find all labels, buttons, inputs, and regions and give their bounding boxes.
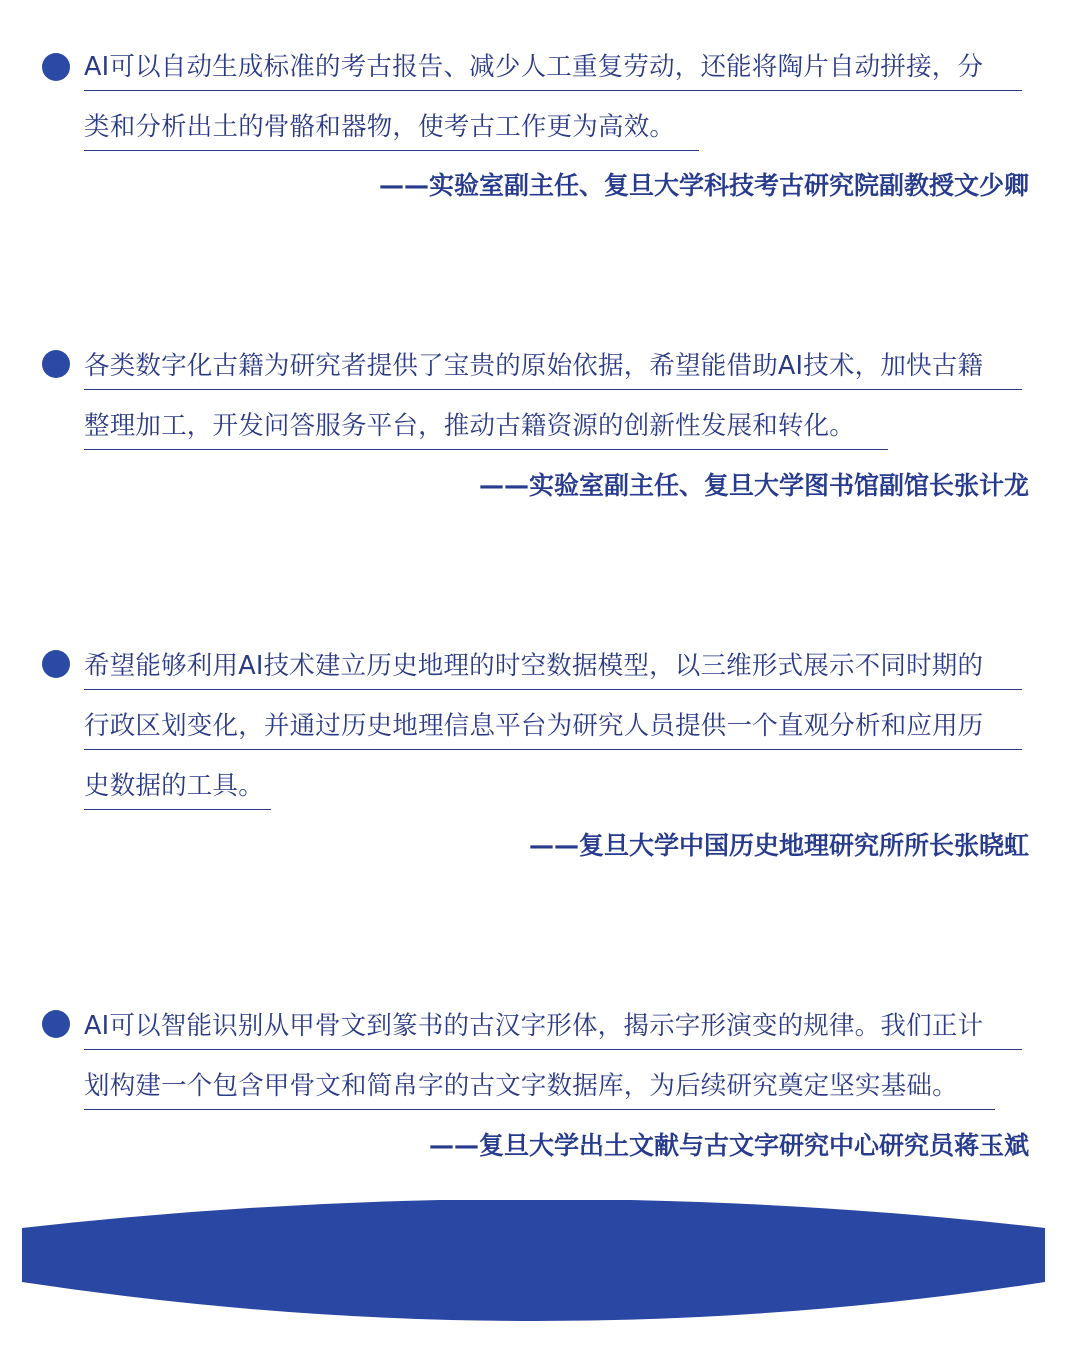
quote-attribution: ——复旦大学中国历史地理研究所所长张晓虹 — [528, 831, 1029, 860]
quote-line: AI可以自动生成标准的考古报告、减少人工重复劳动，还能将陶片自动拼接，分 — [84, 44, 1022, 91]
bullet-dot-icon — [42, 53, 70, 81]
bullet-dot-icon — [42, 650, 70, 678]
footer-wave-band — [22, 1200, 1045, 1321]
quote-line: 行政区划变化，并通过历史地理信息平台为研究人员提供一个直观分析和应用历 — [84, 703, 1022, 750]
quote-line: 划构建一个包含甲骨文和简帛字的古文字数据库，为后续研究奠定坚实基础。 — [84, 1063, 995, 1110]
quote-attribution: ——复旦大学出土文献与古文字研究中心研究员蒋玉斌 — [428, 1131, 1029, 1160]
bullet-dot-icon — [42, 1010, 70, 1038]
quote-line: 希望能够利用AI技术建立历史地理的时空数据模型，以三维形式展示不同时期的 — [84, 643, 1022, 690]
quote-line: 史数据的工具。 — [84, 763, 271, 810]
quote-line: 类和分析出土的骨骼和器物，使考古工作更为高效。 — [84, 104, 699, 151]
footer-wave-decoration — [0, 1200, 1075, 1368]
quote-line: 各类数字化古籍为研究者提供了宝贵的原始依据，希望能借助AI技术，加快古籍 — [84, 343, 1022, 390]
quote-attribution: ——实验室副主任、复旦大学图书馆副馆长张计龙 — [478, 471, 1029, 500]
quote-line: 整理加工，开发问答服务平台，推动古籍资源的创新性发展和转化。 — [84, 403, 888, 450]
quote-attribution: ——实验室副主任、复旦大学科技考古研究院副教授文少卿 — [378, 171, 1029, 200]
quote-line: AI可以智能识别从甲骨文到篆书的古汉字形体，揭示字形演变的规律。我们正计 — [84, 1003, 1022, 1050]
bullet-dot-icon — [42, 350, 70, 378]
